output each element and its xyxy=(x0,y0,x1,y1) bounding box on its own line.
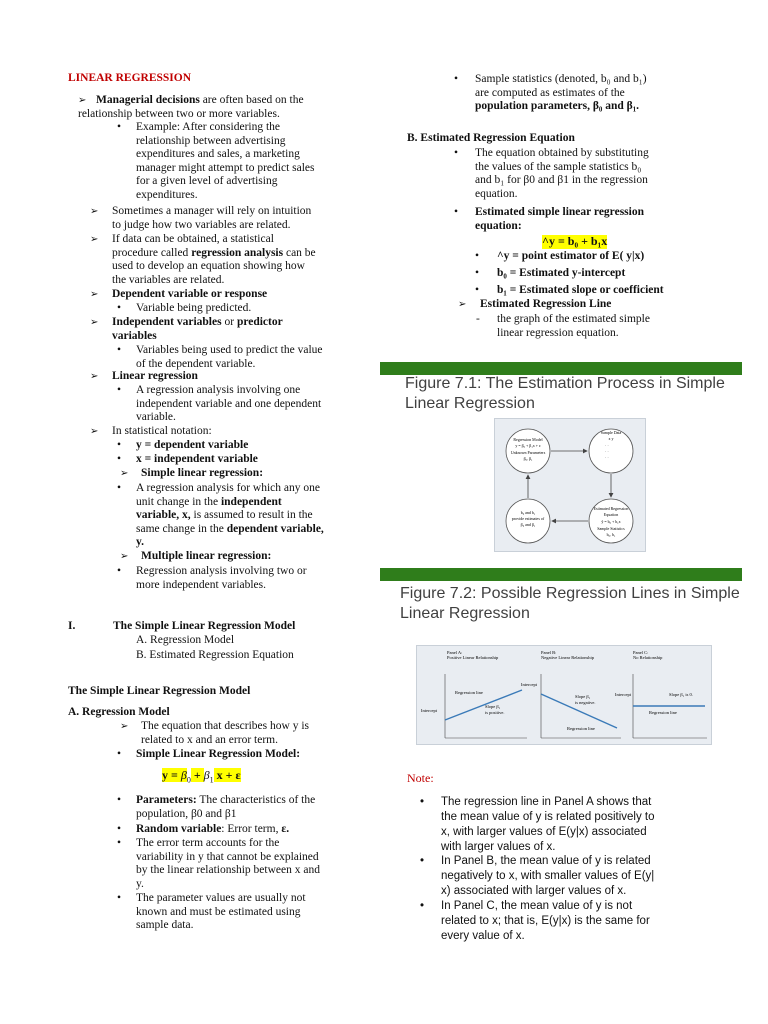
figure-2-title: Figure 7.2: Possible Regression Lines in Simple Linear Regression xyxy=(400,585,740,622)
svg-text:b₀, b₁: b₀, b₁ xyxy=(606,532,616,537)
bullet-icon: • xyxy=(475,267,480,279)
svg-text:is positive.: is positive. xyxy=(485,710,505,715)
bullet-icon: • xyxy=(420,855,425,867)
arrow-icon: ➢ xyxy=(120,468,129,479)
svg-text:Regression line: Regression line xyxy=(455,690,483,695)
svg-text:Panel B:: Panel B: xyxy=(541,650,557,655)
arrow-icon: ➢ xyxy=(90,371,99,382)
figure-bar xyxy=(380,568,742,581)
svg-text:β₀ and β₁: β₀ and β₁ xyxy=(520,522,536,527)
svg-text:is negative.: is negative. xyxy=(575,700,596,705)
sub-y: • y = dependent variable xyxy=(117,439,249,451)
svg-text:b₀ and b₁: b₀ and b₁ xyxy=(520,510,536,515)
bullet-icon: • xyxy=(117,302,122,314)
bullet-icon: • xyxy=(117,453,122,465)
bullet-icon: • xyxy=(117,344,122,356)
bullet-parameters: • Parameters: The characteristics of the population, β0 and β1 xyxy=(117,794,316,820)
bullet-icon: • xyxy=(117,837,122,849)
svg-text:Sample Data: Sample Data xyxy=(600,430,622,435)
bullet-dependent-variable: ➢ Dependent variable or response xyxy=(90,288,268,300)
heading-simple-linear-regression: ➢ Simple linear regression: xyxy=(120,467,264,479)
bullet-linear-regression: ➢ Linear regression xyxy=(90,370,198,382)
svg-text:Intercept: Intercept xyxy=(615,692,631,697)
sub-linear-regression: • A regression analysis involving one independent variable and one dependent variable. xyxy=(117,384,322,423)
bullet-icon: • xyxy=(454,147,459,159)
svg-text:Intercept: Intercept xyxy=(521,682,537,687)
bullet-point-estimator: • ^y = point estimator of E( y|x) xyxy=(475,250,645,262)
sub-x: • x = independent variable xyxy=(117,453,258,465)
svg-text:· ·: · · xyxy=(605,455,609,460)
bullet-parameter-values: • The parameter values are usually not known and must be estimated using sample data. xyxy=(117,892,306,931)
bullet-icon: • xyxy=(420,796,425,808)
bullet-managerial: ➢ Managerial decisions are often based on the relationship between two or more variables. xyxy=(78,94,304,120)
arrow-icon: ➢ xyxy=(90,426,99,437)
sub-estimated-regression-line: - the graph of the estimated simple linear regression equation. xyxy=(476,313,650,339)
bullet-regression-analysis: ➢ If data can be obtained, a statistical procedure called regression analysis can be used to develop an equation showing how the variables are related. xyxy=(90,233,316,286)
svg-text:provide estimates of: provide estimates of xyxy=(511,516,545,521)
model-equation: $y = \beta_0 + \beta_1$ x + ε xyxy=(162,768,241,785)
bullet-intercept: • b₀ = Estimated y-intercept xyxy=(475,267,626,279)
svg-text:β₀, β₁: β₀, β₁ xyxy=(523,456,533,461)
bullet-regression-model-desc: ➢ The equation that describes how y is related to x and an error term. xyxy=(120,720,309,746)
svg-text:Equation: Equation xyxy=(603,512,619,517)
estimated-equation: ^y = b₀ + b₁x xyxy=(542,234,608,248)
svg-text:Slope β₁ is 0.: Slope β₁ is 0. xyxy=(669,692,693,697)
svg-text:Sample Statistics: Sample Statistics xyxy=(597,526,625,531)
bullet-icon: • xyxy=(420,900,425,912)
bullet-error-term: • The error term accounts for the variability in y that cannot be explained by the linear relationship between x and y. xyxy=(117,837,320,890)
bullet-icon: • xyxy=(117,482,122,494)
bullet-icon: • xyxy=(117,794,122,806)
subheading: The Simple Linear Regression Model xyxy=(68,685,251,697)
bullet-icon: • xyxy=(117,384,122,396)
svg-text:x y: x y xyxy=(608,436,614,441)
heading-multiple-linear-regression: ➢ Multiple linear regression: xyxy=(120,550,272,562)
sub-slr: • A regression analysis for which any one unit change in the independent variable, x, is assumed to result in the same change in the dependent variable, y. xyxy=(117,482,324,548)
bullet-icon: • xyxy=(117,565,122,577)
figure-1-diagram xyxy=(494,418,646,552)
bullet-intuition: ➢ Sometimes a manager will rely on intuition to judge how two variables are related. xyxy=(90,205,312,231)
bullet-icon: • xyxy=(475,284,480,296)
bullet-independent-variables: ➢ Independent variables or predictor variables xyxy=(90,316,283,342)
heading-estimated-regression-line: ➢ Estimated Regression Line xyxy=(458,298,612,310)
note-item-panel-a: • The regression line in Panel A shows that the mean value of y is related positively to x, with larger values of E(y|x) associated with larger values of x. xyxy=(420,796,655,853)
document-title: LINEAR REGRESSION xyxy=(68,72,192,84)
arrow-icon: ➢ xyxy=(90,317,99,328)
svg-text:Negative Linear Relationship: Negative Linear Relationship xyxy=(541,655,594,660)
figure-2-diagram xyxy=(416,645,712,745)
heading-estimated-regression-equation: B. Estimated Regression Equation xyxy=(407,132,575,144)
sub-mlr: • Regression analysis involving two or more independent variables. xyxy=(117,565,307,591)
bullet-icon: • xyxy=(117,748,122,760)
figure-1-title: Figure 7.1: The Estimation Process in Simple Linear Regression xyxy=(405,375,725,412)
section-item-a: A. Regression Model xyxy=(136,634,235,646)
bullet-icon: • xyxy=(117,823,122,835)
svg-text:Slope β₁: Slope β₁ xyxy=(575,694,591,699)
bullet-slope: • b₁ = Estimated slope or coefficient xyxy=(475,284,664,296)
svg-text:Intercept: Intercept xyxy=(421,708,437,713)
bullet-equation-obtained: • The equation obtained by substituting the values of the sample statistics b₀ and b₁ for β0 and β1 in the regression equation. xyxy=(454,147,649,200)
svg-text:Positive Linear Relationship: Positive Linear Relationship xyxy=(447,655,499,660)
svg-text:Estimated Regression: Estimated Regression xyxy=(593,506,629,511)
sub-independent: • Variables being used to predict the value of the dependent variable. xyxy=(117,344,323,370)
arrow-icon: ➢ xyxy=(90,206,99,217)
svg-text:ŷ = b₀ + b₁x: ŷ = b₀ + b₁x xyxy=(601,519,621,524)
subheading-regression-model: A. Regression Model xyxy=(68,706,170,718)
bullet-icon: • xyxy=(454,206,459,218)
section-item-b: B. Estimated Regression Equation xyxy=(136,649,294,661)
section-title: The Simple Linear Regression Model xyxy=(113,620,296,632)
sub-dependent: • Variable being predicted. xyxy=(117,302,252,314)
note-label: Note: xyxy=(407,771,434,785)
dash-icon: - xyxy=(476,313,480,325)
bullet-icon: • xyxy=(117,439,122,451)
bullet-icon: • xyxy=(117,121,122,133)
arrow-icon: ➢ xyxy=(90,289,99,300)
svg-text:· ·: · · xyxy=(605,443,609,448)
svg-text:Regression Model: Regression Model xyxy=(513,437,543,442)
arrow-icon: ➢ xyxy=(458,299,467,310)
svg-text:y = β₀ + β₁x + ε: y = β₀ + β₁x + ε xyxy=(515,443,541,448)
arrow-icon: ➢ xyxy=(90,234,99,245)
bullet-sample-statistics: • Sample statistics (denoted, b₀ and b₁) are computed as estimates of the population parameters, β₀ and β₁. xyxy=(454,73,647,112)
svg-text:Unknown Parameters: Unknown Parameters xyxy=(510,450,546,455)
svg-text:Slope β₁: Slope β₁ xyxy=(485,704,501,709)
bullet-statistical-notation: ➢ In statistical notation: xyxy=(90,425,212,437)
bullet-slr-model: • Simple Linear Regression Model: xyxy=(117,748,301,760)
svg-text:Regression line: Regression line xyxy=(649,710,677,715)
arrow-icon: ➢ xyxy=(78,95,87,106)
bullet-icon: • xyxy=(117,892,122,904)
svg-text:No Relationship: No Relationship xyxy=(633,655,663,660)
estimates-circle xyxy=(506,499,550,543)
bullet-example: • Example: After considering the relationship between advertising expenditures and sales, a marketing manager might attempt to predict sales for a given level of advertising expenditures. xyxy=(117,121,315,201)
bullet-icon: • xyxy=(454,73,459,85)
bullet-icon: • xyxy=(475,250,480,262)
bullet-estimated-slr-equation: • Estimated simple linear regression equation: xyxy=(454,206,644,232)
svg-text:Panel C:: Panel C: xyxy=(633,650,649,655)
arrow-icon: ➢ xyxy=(120,721,129,732)
svg-text:· ·: · · xyxy=(605,449,609,454)
svg-text:Regression line: Regression line xyxy=(567,726,595,731)
arrow-icon: ➢ xyxy=(120,551,129,562)
section-number: I. xyxy=(68,620,76,632)
note-item-panel-b: • In Panel B, the mean value of y is related negatively to x, with smaller values of E(y| x) associated with larger values of x. xyxy=(420,855,655,897)
svg-text:Panel A:: Panel A: xyxy=(447,650,463,655)
note-item-panel-c: • In Panel C, the mean value of y is not related to x; that is, E(y|x) is the same for every value of x. xyxy=(420,900,650,942)
bullet-random-variable: • Random variable: Error term, ε. xyxy=(117,823,290,835)
